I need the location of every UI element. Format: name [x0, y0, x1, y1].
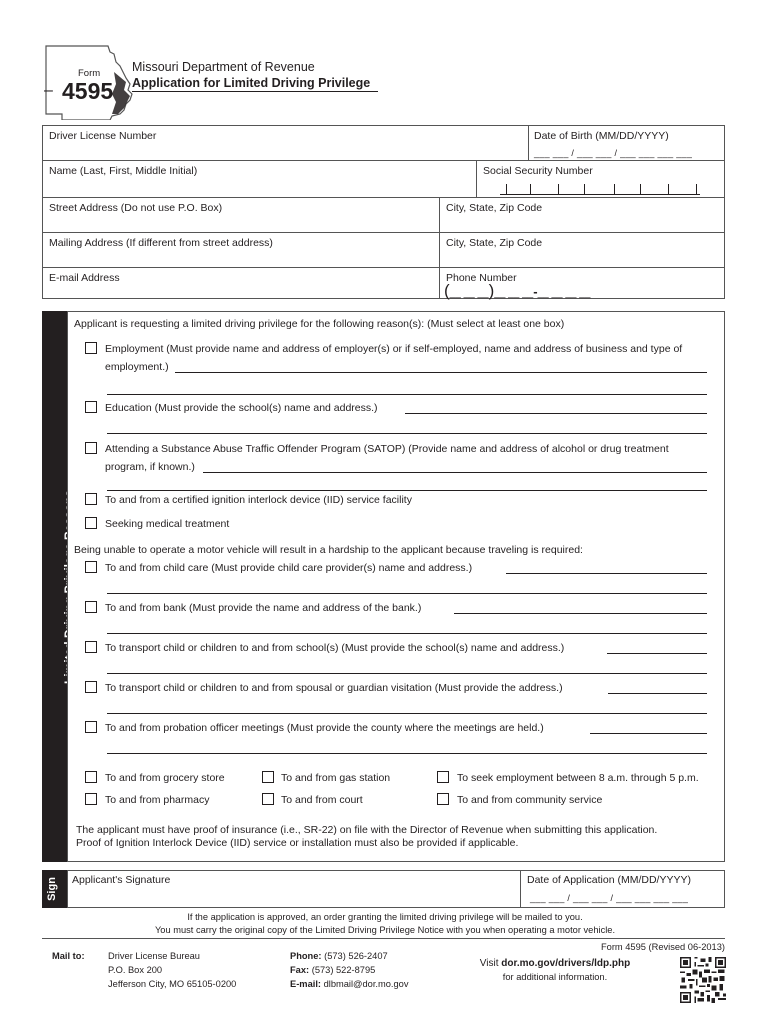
community-service-label: To and from community service: [457, 794, 603, 806]
satop-line-1[interactable]: [203, 472, 707, 473]
driver-license-number-field[interactable]: Driver License Number: [49, 130, 157, 142]
satop-label-cont: program, if known.): [105, 461, 195, 473]
child-care-checkbox[interactable]: [85, 561, 97, 573]
visitation-line-2[interactable]: [107, 713, 707, 714]
fax-contact-label: Fax:: [290, 965, 310, 975]
education-checkbox[interactable]: [85, 401, 97, 413]
ssn-field[interactable]: [500, 183, 705, 195]
visit-website: [470, 958, 640, 969]
email-contact-label: E-mail:: [290, 979, 321, 989]
pharmacy-checkbox[interactable]: [85, 793, 97, 805]
seek-employment-checkbox[interactable]: [437, 771, 449, 783]
seek-employment-label: To seek employment between 8 a.m. through 5 p.m.: [457, 772, 699, 784]
phone-label: Phone Number: [446, 272, 517, 284]
medical-checkbox[interactable]: [85, 517, 97, 529]
school-label: To transport child or children to and from school(s) (Must provide the school(s) name and address.): [105, 642, 565, 654]
form-dash: –: [44, 82, 53, 99]
phone-field[interactable]: [444, 281, 654, 299]
phone-close-paren: ): [488, 281, 495, 300]
form-label: Form: [78, 68, 101, 79]
iid-facility-label: To and from a certified ignition interlock device (IID) service facility: [105, 494, 412, 506]
school-line-2[interactable]: [107, 673, 707, 674]
email-contact-link[interactable]: dlbmail@dor.mo.gov: [323, 979, 409, 989]
page-title: Application for Limited Driving Privilege: [132, 76, 378, 92]
mailing-address-field[interactable]: Mailing Address (If different from street address): [49, 237, 273, 249]
gas-station-checkbox[interactable]: [262, 771, 274, 783]
visitation-label: To transport child or children to and from spousal or guardian visitation (Must provide the address.): [105, 682, 563, 694]
signature-field[interactable]: Applicant's Signature: [72, 874, 171, 886]
hardship-intro: Being unable to operate a motor vehicle will result in a hardship to the applicant because traveling is required:: [74, 544, 583, 556]
child-care-line-2[interactable]: [107, 593, 707, 594]
phone-prefix-blank: __ __ __: [494, 288, 534, 299]
fax-contact-value: (573) 522-8795: [311, 965, 376, 975]
reasons-side-label: Limited Driving Privilege Reasons: [62, 489, 76, 685]
court-label: To and from court: [281, 794, 363, 806]
satop-checkbox[interactable]: [85, 442, 97, 454]
email-field[interactable]: E-mail Address: [49, 272, 120, 284]
date-of-birth-field[interactable]: ___ ___ / ___ ___ / ___ ___ ___ ___: [534, 148, 693, 158]
contact-phone: [290, 951, 388, 961]
pharmacy-label: To and from pharmacy: [105, 794, 210, 806]
bank-label: To and from bank (Must provide the name and address of the bank.): [105, 602, 422, 614]
probation-checkbox[interactable]: [85, 721, 97, 733]
community-service-checkbox[interactable]: [437, 793, 449, 805]
phone-contact-value: (573) 526-2407: [324, 951, 388, 961]
date-of-application-label: Date of Application (MM/DD/YYYY): [527, 874, 691, 886]
city-state-zip-field[interactable]: City, State, Zip Code: [446, 202, 543, 214]
date-of-birth-label: Date of Birth (MM/DD/YYYY): [534, 130, 669, 142]
date-of-application-field[interactable]: ___ ___ / ___ ___ / ___ ___ ___ ___: [530, 893, 689, 903]
employment-line-2[interactable]: [107, 394, 707, 395]
phone-contact-label: Phone:: [290, 951, 322, 961]
grocery-label: To and from grocery store: [105, 772, 225, 784]
satop-label: Attending a Substance Abuse Traffic Offender Program (SATOP) (Provide name and address of alcohol or drug treatment: [105, 443, 669, 455]
gas-station-label: To and from gas station: [281, 772, 391, 784]
bank-checkbox[interactable]: [85, 601, 97, 613]
grocery-checkbox[interactable]: [85, 771, 97, 783]
probation-label: To and from probation officer meetings (Must provide the county where the meetings are held.): [105, 722, 544, 734]
approval-notice-line2: You must carry the original copy of the Limited Driving Privilege Notice with you when operating a motor vehicle.: [154, 925, 616, 935]
qr-code-icon: [680, 957, 726, 1003]
visitation-checkbox[interactable]: [85, 681, 97, 693]
medical-label: Seeking medical treatment: [105, 518, 230, 530]
phone-dash: -: [533, 284, 538, 299]
visit-suffix: for additional information.: [502, 972, 608, 982]
mail-address-line1: Driver License Bureau: [108, 951, 200, 961]
school-line-1[interactable]: [607, 653, 707, 654]
ssn-label: Social Security Number: [483, 165, 593, 177]
school-checkbox[interactable]: [85, 641, 97, 653]
form-revision: Form 4595 (Revised 06-2013): [600, 942, 725, 952]
iid-proof-notice: Proof of Ignition Interlock Device (IID) service or installation must also be provided if applicable.: [76, 837, 519, 849]
department-name: Missouri Department of Revenue: [132, 60, 315, 74]
mail-to-label: Mail to:: [52, 951, 85, 961]
name-field[interactable]: Name (Last, First, Middle Initial): [49, 165, 198, 177]
form-number: 4595: [62, 78, 114, 104]
phone-line-blank: __ __ __ __: [537, 288, 591, 299]
probation-line-2[interactable]: [107, 753, 707, 754]
education-line-1[interactable]: [405, 413, 707, 414]
employment-label-cont: employment.): [105, 361, 169, 373]
contact-email: [290, 979, 408, 989]
website-link[interactable]: dor.mo.gov/drivers/ldp.php: [501, 958, 631, 969]
mailing-city-state-zip-field[interactable]: City, State, Zip Code: [446, 237, 543, 249]
visit-prefix: Visit: [479, 958, 502, 969]
phone-area-blank: __ __ __: [449, 288, 489, 299]
bank-line-1[interactable]: [454, 613, 707, 614]
employment-label: Employment (Must provide name and address of employer(s) or if self-employed, name and address of business and type of: [105, 343, 683, 355]
satop-line-2[interactable]: [107, 490, 707, 491]
contact-fax: [290, 965, 375, 975]
court-checkbox[interactable]: [262, 793, 274, 805]
visitation-line-1[interactable]: [608, 693, 707, 694]
education-label: Education (Must provide the school(s) name and address.): [105, 402, 378, 414]
mail-address-line2: P.O. Box 200: [108, 965, 163, 975]
probation-line-1[interactable]: [590, 733, 707, 734]
street-address-field[interactable]: Street Address (Do not use P.O. Box): [49, 202, 223, 214]
child-care-line-1[interactable]: [506, 573, 707, 574]
approval-notice-line1: If the application is approved, an order granting the limited driving privilege will be mailed to you.: [187, 912, 583, 922]
iid-facility-checkbox[interactable]: [85, 493, 97, 505]
employment-line-1[interactable]: [175, 372, 707, 373]
reasons-intro: Applicant is requesting a limited driving privilege for the following reason(s): (Must select at least one box): [74, 318, 565, 330]
phone-open-paren: (: [444, 281, 450, 300]
bank-line-2[interactable]: [107, 633, 707, 634]
mail-address-line3: Jefferson City, MO 65105-0200: [108, 979, 237, 989]
employment-checkbox[interactable]: [85, 342, 97, 354]
insurance-notice: The applicant must have proof of insurance (i.e., SR-22) on file with the Director of Revenue when submitting this application.: [76, 824, 658, 836]
education-line-2[interactable]: [107, 433, 707, 434]
sign-side-label: Sign: [46, 877, 58, 901]
child-care-label: To and from child care (Must provide child care provider(s) name and address.): [105, 562, 473, 574]
